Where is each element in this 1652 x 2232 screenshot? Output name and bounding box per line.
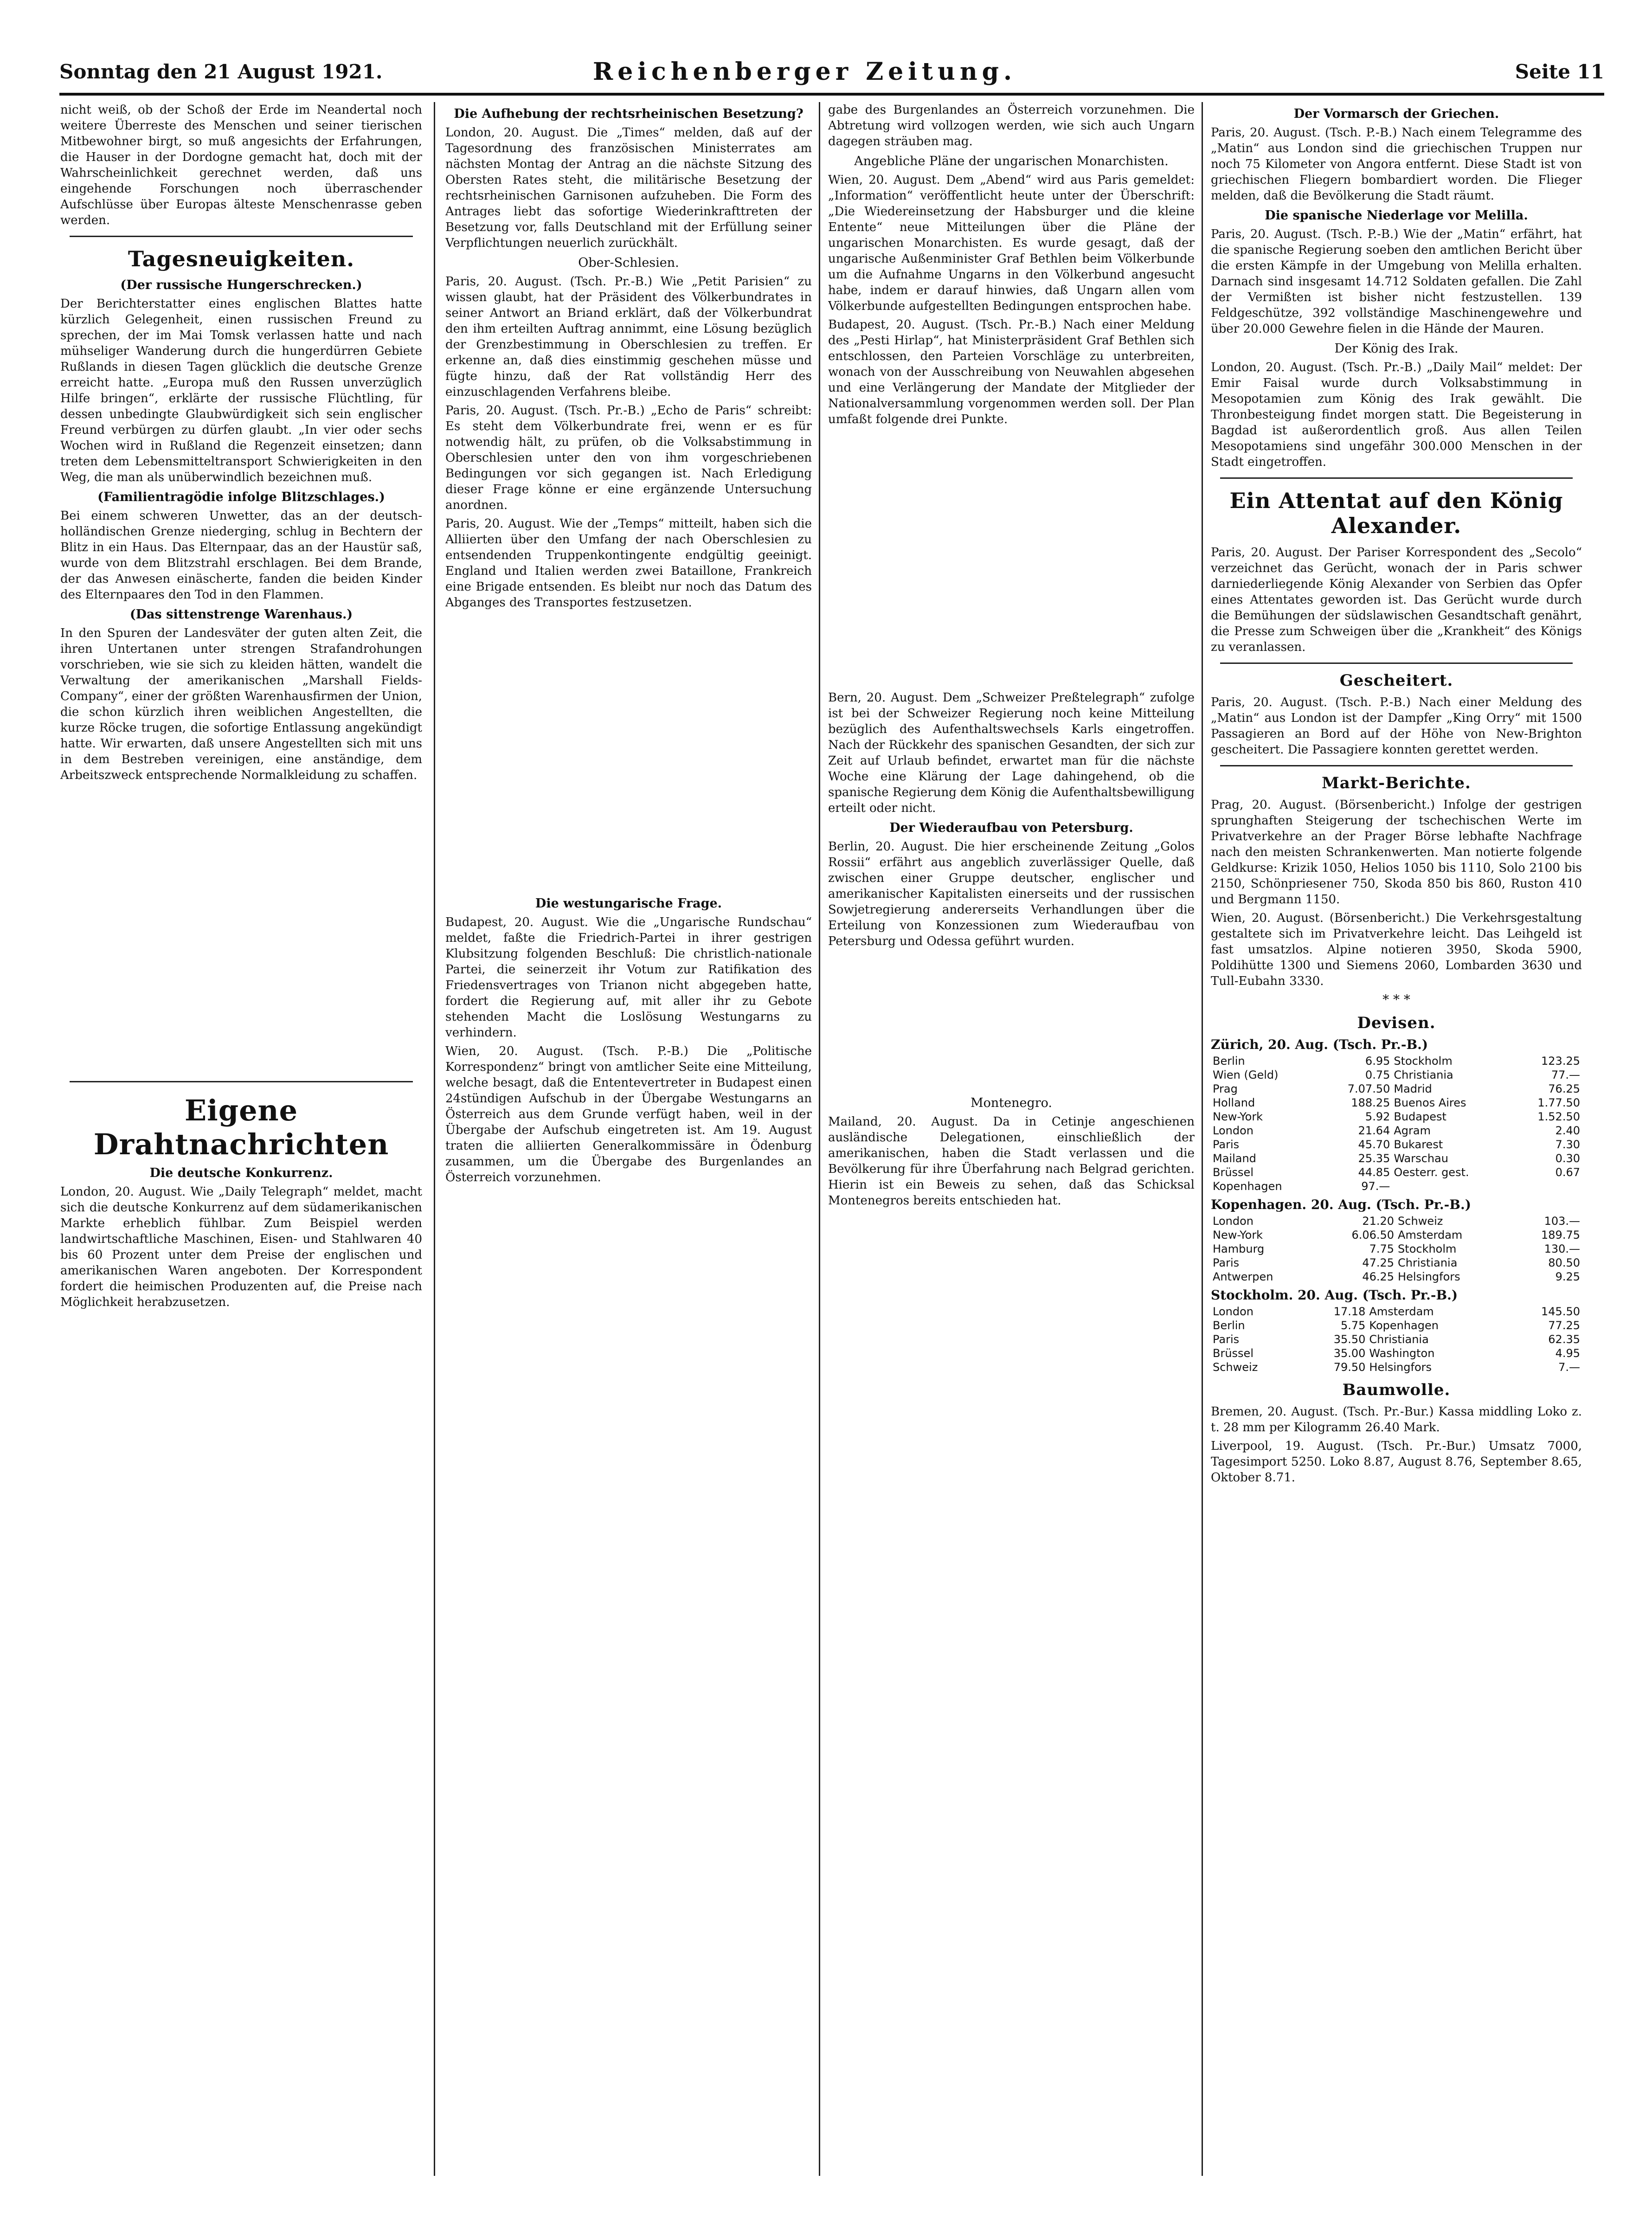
rate-value: 21.64 bbox=[1358, 1124, 1390, 1137]
article-text-budapest: Budapest, 20. August. (Tsch. Pr.-B.) Nach einer Meldung des „Pesti Hirlap“, hat Ministerpräsident Graf Bethlen sich entschlossen, den Parteien Vorschläge zu unterbreiten, wonach von der Ausschreibung von Neuwahlen abgesehen und eine Verlängerung der Mandate der Mitglieder der Nationalversammlung vorgenommen werden soll. Der Plan umfaßt folgende drei Punkte. bbox=[828, 318, 1195, 426]
column-4 bbox=[1211, 102, 1582, 2190]
rates-table-zurich bbox=[1211, 1054, 1582, 1193]
rate-value: 62.35 bbox=[1548, 1333, 1580, 1346]
rate-value: 7.— bbox=[1558, 1361, 1580, 1374]
rate-row bbox=[1211, 1332, 1582, 1346]
rate-city: Oesterr. gest. bbox=[1394, 1166, 1469, 1179]
article-title-attentat: Ein Attentat auf den König Alexander. bbox=[1229, 488, 1563, 538]
article-text-konkurrenz: London, 20. August. Wie „Daily Telegraph“ meldet, macht sich die deutsche Konkurrenz auf dem südamerikanischen Markte erheblich fühlbar. Zum Beispiel werden landwirtschaftliche Maschinen, Eisen- und Stahlwaren 40 bis 60 Prozent unter dem Preise der englischen und amerikanischen Waren angeboten. Der Korrespondent fordert die heimischen Produzenten auf, die Preise nach Möglichkeit herabzusetzen. bbox=[60, 1185, 422, 1309]
rate-value: 0.67 bbox=[1555, 1166, 1580, 1179]
article-text-petersburg: Berlin, 20. August. Die hier erscheinende Zeitung „Golos Rossii“ erfährt aus angeblich zuverlässiger Quelle, daß zwischen einer Gruppe deutscher, englischer und amerikanischer Kapitalisten einerseits und der russischen Sowjetregierung andererseits Verhandlungen über die Erteilung von Konzessionen zum Wiederaufbau von Petersburg und Odessa geführt wurden. bbox=[828, 840, 1195, 948]
article-intro: nicht weiß, ob der Schoß der Erde im Neandertal noch weitere Überreste des Menschen und seiner tierischen Mitbewohner birgt, so muß angesichts der Erfahrungen, die Hauser in der Dordogne gemacht hat, doch mit der Wahrscheinlichkeit gerechnet werden, daß uns eingehende Forschungen noch überraschender Aufschlüsse über Europas älteste Menschenrasse geben werden. bbox=[60, 103, 422, 227]
column-rule-1 bbox=[434, 102, 435, 2176]
rates-title-zurich: Zürich, 20. Aug. (Tsch. Pr.-B.) bbox=[1211, 1037, 1428, 1052]
rate-row bbox=[1211, 1082, 1582, 1096]
rate-value: 35.00 bbox=[1333, 1347, 1366, 1360]
rate-row bbox=[1211, 1256, 1582, 1270]
rate-city: Bukarest bbox=[1394, 1138, 1443, 1151]
article-text-irak: London, 20. August. (Tsch. Pr.-B.) „Daily Mail“ meldet: Der Emir Faisal wurde durch Volksabstimmung in Mesopotamien zum König des Irak gewählt. Die Thronbesteigung findet morgen statt. Die Begeisterung in Bagdad ist außerordentlich groß. Aus allen Teilen Mesopotamiens sind ungefähr 300.000 Menschen in der Stadt eingetroffen. bbox=[1211, 360, 1582, 469]
rate-city: Helsingfors bbox=[1369, 1361, 1432, 1374]
article-title-petersburg: Der Wiederaufbau von Petersburg. bbox=[889, 821, 1133, 835]
rate-city: Mailand bbox=[1213, 1152, 1256, 1165]
article-title-rhein: Die Aufhebung der rechtsrheinischen Besetzung? bbox=[454, 107, 804, 121]
rate-row bbox=[1211, 1151, 1582, 1165]
article-text-wien: Wien, 20. August. (Börsenbericht.) Die Verkehrsgestaltung gestaltete sich im Privatverkehre leicht. Das Leihgeld ist fast umsatzlos. Alpine notieren 3950, Skoda 5900, Poldihütte 1300 und Siemens 2060, Lombarden 3630 und Tull-Eubahn 3330. bbox=[1211, 911, 1582, 988]
article-text-gescheitert: Paris, 20. August. (Tsch. P.-B.) Nach einer Meldung des „Matin“ aus London ist der Dampfer „King Orry“ mit 1500 Passagieren an Bord auf der Höhe von New-Brighton gescheitert. Die Passagiere konnten gerettet werden. bbox=[1211, 695, 1582, 757]
rate-city: Budapest bbox=[1394, 1110, 1446, 1123]
rate-city: Schweiz bbox=[1398, 1215, 1443, 1228]
article-title-hunger: (Der russische Hungerschrecken.) bbox=[120, 278, 362, 292]
rate-city: Hamburg bbox=[1213, 1242, 1265, 1255]
rate-row bbox=[1211, 1319, 1582, 1332]
rate-city: Prag bbox=[1213, 1082, 1238, 1095]
rate-city bbox=[1392, 1179, 1511, 1193]
rate-city: Antwerpen bbox=[1213, 1270, 1273, 1283]
article-text-griechen: Paris, 20. August. (Tsch. P.-B.) Nach einem Telegramme des „Matin“ aus London sind die griechischen Truppen nur noch 75 Kilometer von Angora entfernt. Diese Stadt ist von griechischen Fliegern bombardiert worden. Die Flieger melden, daß die Bevölkerung die Stadt räumt. bbox=[1211, 126, 1582, 203]
rate-value: 79.50 bbox=[1333, 1361, 1366, 1374]
rate-city: Amsterdam bbox=[1398, 1229, 1463, 1241]
article-text-continued: gabe des Burgenlandes an Österreich vorzunehmen. Die Abtretung wird vollzogen werden, wie sich auch Ungarn dagegen sträuben mag. bbox=[828, 103, 1195, 148]
article-text-bern: Bern, 20. August. Dem „Schweizer Preßtelegraph“ zufolge ist bei der Schweizer Regierung noch keine Mitteilung bezüglich des Aufenthaltswechsels Karls eingetroffen. Nach der Rückkehr des spanischen Gesandten, der sich zur Zeit auf Urlaub befindet, erwartet man für die nächste Woche eine Klärung der Lage dahingehend, ob die spanische Regierung dem König die Aufenthaltsbewilligung erteilt oder nicht. bbox=[828, 691, 1195, 815]
rate-city: Wien (Geld) bbox=[1213, 1068, 1279, 1081]
rate-value: 17.18 bbox=[1333, 1305, 1366, 1318]
rate-city: Paris bbox=[1213, 1256, 1240, 1269]
divider bbox=[1220, 765, 1573, 766]
article-text-warenhaus: In den Spuren der Landesväter der guten alten Zeit, die ihren Untertanen unter strengen Strafandrohungen vorschrieben, wie sie sich zu kleiden hätten, wandelt die Verwaltung der amerikanischen „Marshall Fields-Company“, einer der größten Warenhausfirmen der Union, die schon kürzlich ihren weiblichen Angestellten, die kurze Röcke trugen, die sofortige Entlassung angekündigt hatte. Wir erwarten, daß unsere Angestellten sich mit uns in dem Bestreben vereinigen, eine anständige, dem Arbeitszweck entsprechende Normalkleidung zu schaffen. bbox=[60, 626, 422, 782]
rate-value: 77.25 bbox=[1548, 1319, 1580, 1332]
rate-city: London bbox=[1213, 1305, 1253, 1318]
rate-value: 46.25 bbox=[1362, 1270, 1395, 1283]
rate-value: 45.70 bbox=[1358, 1138, 1390, 1151]
rate-value: 130.— bbox=[1544, 1242, 1580, 1255]
rate-value: 4.95 bbox=[1555, 1347, 1580, 1360]
article-text-monarchisten: Wien, 20. August. Dem „Abend“ wird aus Paris gemeldet: „Information“ veröffentlicht heute unter der Überschrift: „Die Wiedereinsetzung der Habsburger und die kleine Entente“ neue Mitteilungen über die Pläne der ungarischen Monarchisten. Es wurde gesagt, daß der ungarische Außenminister Graf Bethlen beim Völkerbunde um die Aufnahme Ungarns in den Völkerbund angesucht habe, indem er darauf hinwies, daß Ungarn allen vom Völkerbunde aufgestellten Bedingungen entsprochen habe. bbox=[828, 173, 1195, 313]
rate-city: Helsingfors bbox=[1398, 1270, 1460, 1283]
divider bbox=[70, 236, 413, 237]
rate-value: 7.30 bbox=[1555, 1138, 1580, 1151]
rate-row bbox=[1211, 1179, 1582, 1193]
rate-city: Stockholm bbox=[1398, 1242, 1457, 1255]
rate-row bbox=[1211, 1228, 1582, 1242]
rate-city: Berlin bbox=[1213, 1055, 1245, 1068]
rate-city: Christiania bbox=[1394, 1068, 1453, 1081]
rate-city: New-York bbox=[1213, 1110, 1263, 1123]
rate-value: 123.25 bbox=[1541, 1055, 1580, 1068]
article-title-warenhaus: (Das sittenstrenge Warenhaus.) bbox=[129, 607, 353, 622]
article-title-melilla: Die spanische Niederlage vor Melilla. bbox=[1265, 208, 1528, 223]
rate-value: 76.25 bbox=[1548, 1082, 1580, 1095]
rate-row bbox=[1211, 1346, 1582, 1360]
article-title-monarchisten: Angebliche Pläne der ungarischen Monarchisten. bbox=[854, 154, 1169, 168]
rate-city: Stockholm bbox=[1394, 1055, 1453, 1068]
article-title-familie: (Familientragödie infolge Blitzschlages.) bbox=[97, 490, 385, 504]
rates-title-kopenhagen: Kopenhagen. 20. Aug. (Tsch. Pr.-B.) bbox=[1211, 1197, 1471, 1212]
article-text-rhein: London, 20. August. Die „Times“ melden, daß auf der Tagesordnung des französischen Ministerrates am nächsten Montag der Antrag an die nächste Sitzung des Obersten Rates steht, die militärische Besetzung der rechtsrheinischen Garnisonen aufzuheben. Die Form des Antrages liebt das sofortige Wiederinkrafttreten der Besetzung vor, falls Deutschland mit der Erfüllung seiner Verpflichtungen neuerlich zurückhält. bbox=[445, 126, 812, 250]
column-rule-3 bbox=[1202, 102, 1203, 2176]
column-rule-2 bbox=[819, 102, 820, 2176]
rate-value: 44.85 bbox=[1358, 1166, 1390, 1179]
rate-city: London bbox=[1213, 1124, 1253, 1137]
rate-value: 5.92 bbox=[1365, 1110, 1390, 1123]
divider bbox=[1220, 663, 1573, 664]
rate-value bbox=[1512, 1179, 1582, 1193]
article-text-west-2: Wien, 20. August. (Tsch. P.-B.) Die „Politische Korrespondenz“ bringt von amtlicher Seite eine Mitteilung, welche besagt, daß die Ententevertreter in Budapest einen 24stündigen Aufschub in der Übergabe Westungarns an Österreich aus dem Grunde verfügt haben, weil in der Übergabe der Aufschub eingetreten ist. Am 19. August traten die alliierten Generalkommissäre in Ödenburg zusammen, um die Übergabe des Burgenlandes an Österreich vorzunehmen. bbox=[445, 1044, 812, 1184]
rate-city: London bbox=[1213, 1215, 1253, 1228]
spacer bbox=[60, 786, 422, 1074]
rate-city: Madrid bbox=[1394, 1082, 1432, 1095]
rate-city: Paris bbox=[1213, 1333, 1240, 1346]
spacer bbox=[828, 430, 1195, 690]
divider bbox=[1220, 477, 1573, 479]
divider bbox=[70, 1081, 413, 1082]
rate-city: Berlin bbox=[1213, 1319, 1245, 1332]
rate-row bbox=[1211, 1110, 1582, 1124]
header-date: Sonntag den 21 August 1921. bbox=[59, 60, 383, 83]
section-heading-baumwolle: Baumwolle. bbox=[1342, 1381, 1451, 1399]
column-3 bbox=[828, 102, 1195, 2190]
article-text-os-1: Paris, 20. August. (Tsch. Pr.-B.) Wie „Petit Parisien“ zu wissen glaubt, hat der Präsident des Völkerbundrates in seiner Antwort an Briand erklärt, daß der Völkerbundrat den ihm erteilten Auftrag annimmt, eine Lösung bezüglich der Grenzbestimmung in Oberschlesien zu treffen. Er erkenne an, daß dies einstimmig geschehen müsse und fügte hinzu, daß der Rat vollständig Herr des einzuschlagenden Verfahrens bleibe. bbox=[445, 275, 812, 399]
rate-city: Kopenhagen bbox=[1213, 1180, 1282, 1193]
rate-row bbox=[1211, 1214, 1582, 1228]
article-title-konkurrenz: Die deutsche Konkurrenz. bbox=[149, 1166, 333, 1180]
rate-value: 0.75 bbox=[1365, 1068, 1390, 1081]
article-text-melilla: Paris, 20. August. (Tsch. P.-B.) Wie der „Matin“ erfährt, hat die spanische Regierung soeben den amtlichen Bericht über die ersten Kämpfe in der Umgebung von Melilla erhalten. Darnach sind insgesamt 14.712 Soldaten gefallen. Die Zahl der Vermißten ist bisher nicht festzustellen. 139 Feldgeschütze, 392 vollständige Maschinengewehre und über 20.000 Gewehre fielen in die Hände der Mauren. bbox=[1211, 227, 1582, 336]
rate-city: Paris bbox=[1213, 1138, 1240, 1151]
spacer bbox=[445, 613, 812, 892]
rate-value: 2.40 bbox=[1555, 1124, 1580, 1137]
rate-row bbox=[1211, 1096, 1582, 1110]
page-header bbox=[59, 60, 1604, 88]
article-title-gescheitert: Gescheitert. bbox=[1339, 671, 1453, 690]
rate-value: 1.52.50 bbox=[1537, 1110, 1580, 1123]
rate-city: Agram bbox=[1394, 1124, 1431, 1137]
header-rule bbox=[59, 93, 1604, 96]
rate-row bbox=[1211, 1360, 1582, 1374]
rate-value: 188.25 bbox=[1351, 1096, 1390, 1109]
rate-city: Christiania bbox=[1398, 1256, 1458, 1269]
article-text-familie: Bei einem schweren Unwetter, das an der deutsch-holländischen Grenze niederging, schlug in Bechtern der Blitz in ein Haus. Das Elternpaar, das an der Haustür saß, wurde von dem Blitzstrahl erschlagen. Bei dem Brande, der das Anwesen einäscherte, fanden die beiden Kinder des Elternpaares den Tod in den Flammen. bbox=[60, 509, 422, 602]
article-title-montenegro: Montenegro. bbox=[970, 1096, 1053, 1110]
article-title-irak: Der König des Irak. bbox=[1334, 341, 1459, 356]
article-text-bremen: Bremen, 20. August. (Tsch. Pr.-Bur.) Kassa middling Loko z. t. 28 mm per Kilogramm 26.40 Mark. bbox=[1211, 1405, 1582, 1434]
rate-value: 145.50 bbox=[1541, 1305, 1580, 1318]
article-title-griechen: Der Vormarsch der Griechen. bbox=[1293, 107, 1499, 121]
rate-value: 77.— bbox=[1551, 1068, 1580, 1081]
rate-city: Buenos Aires bbox=[1394, 1096, 1466, 1109]
rate-value: 6.95 bbox=[1365, 1055, 1390, 1068]
rate-city: Brüssel bbox=[1213, 1347, 1253, 1360]
rate-value: 103.— bbox=[1544, 1215, 1580, 1228]
rate-value: 7.07.50 bbox=[1347, 1082, 1390, 1095]
section-heading-devisen: Devisen. bbox=[1357, 1014, 1436, 1032]
rate-value: 97.— bbox=[1361, 1180, 1390, 1193]
rates-title-stockholm: Stockholm. 20. Aug. (Tsch. Pr.-B.) bbox=[1211, 1287, 1458, 1303]
rate-row bbox=[1211, 1270, 1582, 1284]
rate-value: 6.06.50 bbox=[1351, 1229, 1395, 1241]
rate-city: Holland bbox=[1213, 1096, 1255, 1109]
article-text-os-2: Paris, 20. August. (Tsch. Pr.-B.) „Echo de Paris“ schreibt: Es steht dem Völkerbundrate frei, wenn er es für notwendig hält, zu prüfen, ob die Volksabstimmung in Oberschlesien unter den von ihm vorgeschriebenen Bedingungen vor sich gegangen ist. Nach Erledigung dieser Frage könne er eine ergänzende Untersuchung anordnen. bbox=[445, 404, 812, 512]
section-heading-markt: Markt-Berichte. bbox=[1322, 774, 1471, 792]
rate-value: 9.25 bbox=[1555, 1270, 1580, 1283]
rate-city: Kopenhagen bbox=[1369, 1319, 1439, 1332]
rates-table-stockholm bbox=[1211, 1305, 1582, 1374]
article-text-montenegro: Mailand, 20. August. Da in Cetinje angeschienen ausländische Delegationen, einschließlich der amerikanischen, haben die Stadt verlassen und die Bevölkerung für ihre Überfahrung nach Belgrad gerichten. Hierin ist ein Beweis zu sehen, daß das Schicksal Montenegros bereits entschieden hat. bbox=[828, 1115, 1195, 1208]
rate-row bbox=[1211, 1165, 1582, 1179]
rate-row bbox=[1211, 1138, 1582, 1151]
article-text-west-1: Budapest, 20. August. Wie die „Ungarische Rundschau“ meldet, faßte die Friedrich-Partei in ihrer gestrigen Klubsitzung folgenden Beschluß: Die christlich-nationale Partei, die seinerzeit ihr Votum zur Ratifikation des Friedensvertrages von Trianon nicht abgegeben hatte, fordert die Regierung auf, mit aller ihr zu Gebote stehenden Macht die Loslösung Westungarns zu verhindern. bbox=[445, 915, 812, 1040]
rate-city: Amsterdam bbox=[1369, 1305, 1434, 1318]
rate-value: 5.75 bbox=[1340, 1319, 1366, 1332]
rate-row bbox=[1211, 1305, 1582, 1319]
rate-value: 80.50 bbox=[1548, 1256, 1580, 1269]
rate-value: 189.75 bbox=[1541, 1229, 1580, 1241]
rate-city: Brüssel bbox=[1213, 1166, 1253, 1179]
rate-value: 7.75 bbox=[1369, 1242, 1395, 1255]
column-1 bbox=[60, 102, 422, 2190]
rate-value: 35.50 bbox=[1333, 1333, 1366, 1346]
rate-row bbox=[1211, 1068, 1582, 1082]
article-title-westungarn: Die westungarische Frage. bbox=[535, 896, 722, 911]
section-separator: * * * bbox=[1382, 992, 1410, 1007]
rate-row bbox=[1211, 1124, 1582, 1138]
article-text-attentat: Paris, 20. August. Der Pariser Korrespondent des „Secolo“ verzeichnet das Gerücht, wonach der in Paris schwer darniederliegende König Alexander von Serbien das Opfer eines Attentates geworden ist. Das Gerücht wurde durch die Bemühungen der südslawischen Gesandtschaft genährt, die Presse zum Schweigen über die „Krankheit“ des Königs zu veranlassen. bbox=[1211, 546, 1582, 654]
rate-city: New-York bbox=[1213, 1229, 1263, 1241]
article-text-hunger: Der Berichterstatter eines englischen Blattes hatte kürzlich Gelegenheit, einen russischen Freund zu sprechen, der im Mai Tomsk verlassen hatte und nach mühseliger Wanderung durch die hungerdürren Gebiete Rußlands in diesen Tagen glücklich die deutsche Grenze erreicht hatte. „Europa muß den Russen unverzüglich Hilfe bringen“, erklärte der russische Flüchtling, für dessen unbedingte Glaubwürdigkeit sich sein englischer Freund verbürgen zu dürfen glaubt. „In vier oder sechs Wochen wird in Rußland die Regenzeit einsetzen; dann treten dem Lebensmitteltransport Schwierigkeiten in den Weg, die man als unüberwindlich bezeichnen muß. bbox=[60, 297, 422, 484]
section-heading-tagesneuigkeiten: Tagesneuigkeiten. bbox=[128, 246, 355, 271]
section-heading-drahtnachrichten: Eigene Drahtnachrichten bbox=[93, 1093, 389, 1161]
rate-value: 25.35 bbox=[1358, 1152, 1390, 1165]
rate-city: Warschau bbox=[1394, 1152, 1448, 1165]
column-2 bbox=[445, 102, 812, 2190]
rate-city: Washington bbox=[1369, 1347, 1435, 1360]
article-title-oberschlesien: Ober-Schlesien. bbox=[578, 256, 679, 270]
page-number: Seite 11 bbox=[1515, 60, 1604, 83]
rate-value: 47.25 bbox=[1362, 1256, 1395, 1269]
newspaper-title: Reichenberger Zeitung. bbox=[593, 58, 1017, 86]
article-text-liverpool: Liverpool, 19. August. (Tsch. Pr.-Bur.) Umsatz 7000, Tagesimport 5250. Loko 8.87, August 8.76, September 8.65, Oktober 8.71. bbox=[1211, 1439, 1582, 1485]
spacer bbox=[828, 952, 1195, 1091]
rates-table-kopenhagen bbox=[1211, 1214, 1582, 1284]
rate-value: 21.20 bbox=[1362, 1215, 1395, 1228]
rate-row bbox=[1211, 1054, 1582, 1068]
rate-city: Christiania bbox=[1369, 1333, 1429, 1346]
article-text-os-3: Paris, 20. August. Wie der „Temps“ mitteilt, haben sich die Alliierten über den Umfang der nach Oberschlesien zu entsendenden Truppenkontingente endgültig geeinigt. England und Italien werden zwei Bataillone, Frankreich eine Brigade entsenden. Es bleibt nur noch das Datum des Abganges des Transportes festzusetzen. bbox=[445, 517, 812, 610]
article-text-prag: Prag, 20. August. (Börsenbericht.) Infolge der gestrigen sprunghaften Steigerung der tschechischen Werte im Privatverkehre an der Prager Börse lebhafte Nachfrage nach den meisten Schrankenwerten. Man notierte folgende Geldkurse: Krizik 1050, Helios 1050 bis 1110, Solo 2100 bis 2150, Schönpriesener 750, Skoda 850 bis 860, Ruston 410 und Bergmann 1150. bbox=[1211, 798, 1582, 907]
rate-value: 0.30 bbox=[1555, 1152, 1580, 1165]
rate-value: 1.77.50 bbox=[1537, 1096, 1580, 1109]
rate-city: Schweiz bbox=[1213, 1361, 1258, 1374]
rate-row bbox=[1211, 1242, 1582, 1256]
